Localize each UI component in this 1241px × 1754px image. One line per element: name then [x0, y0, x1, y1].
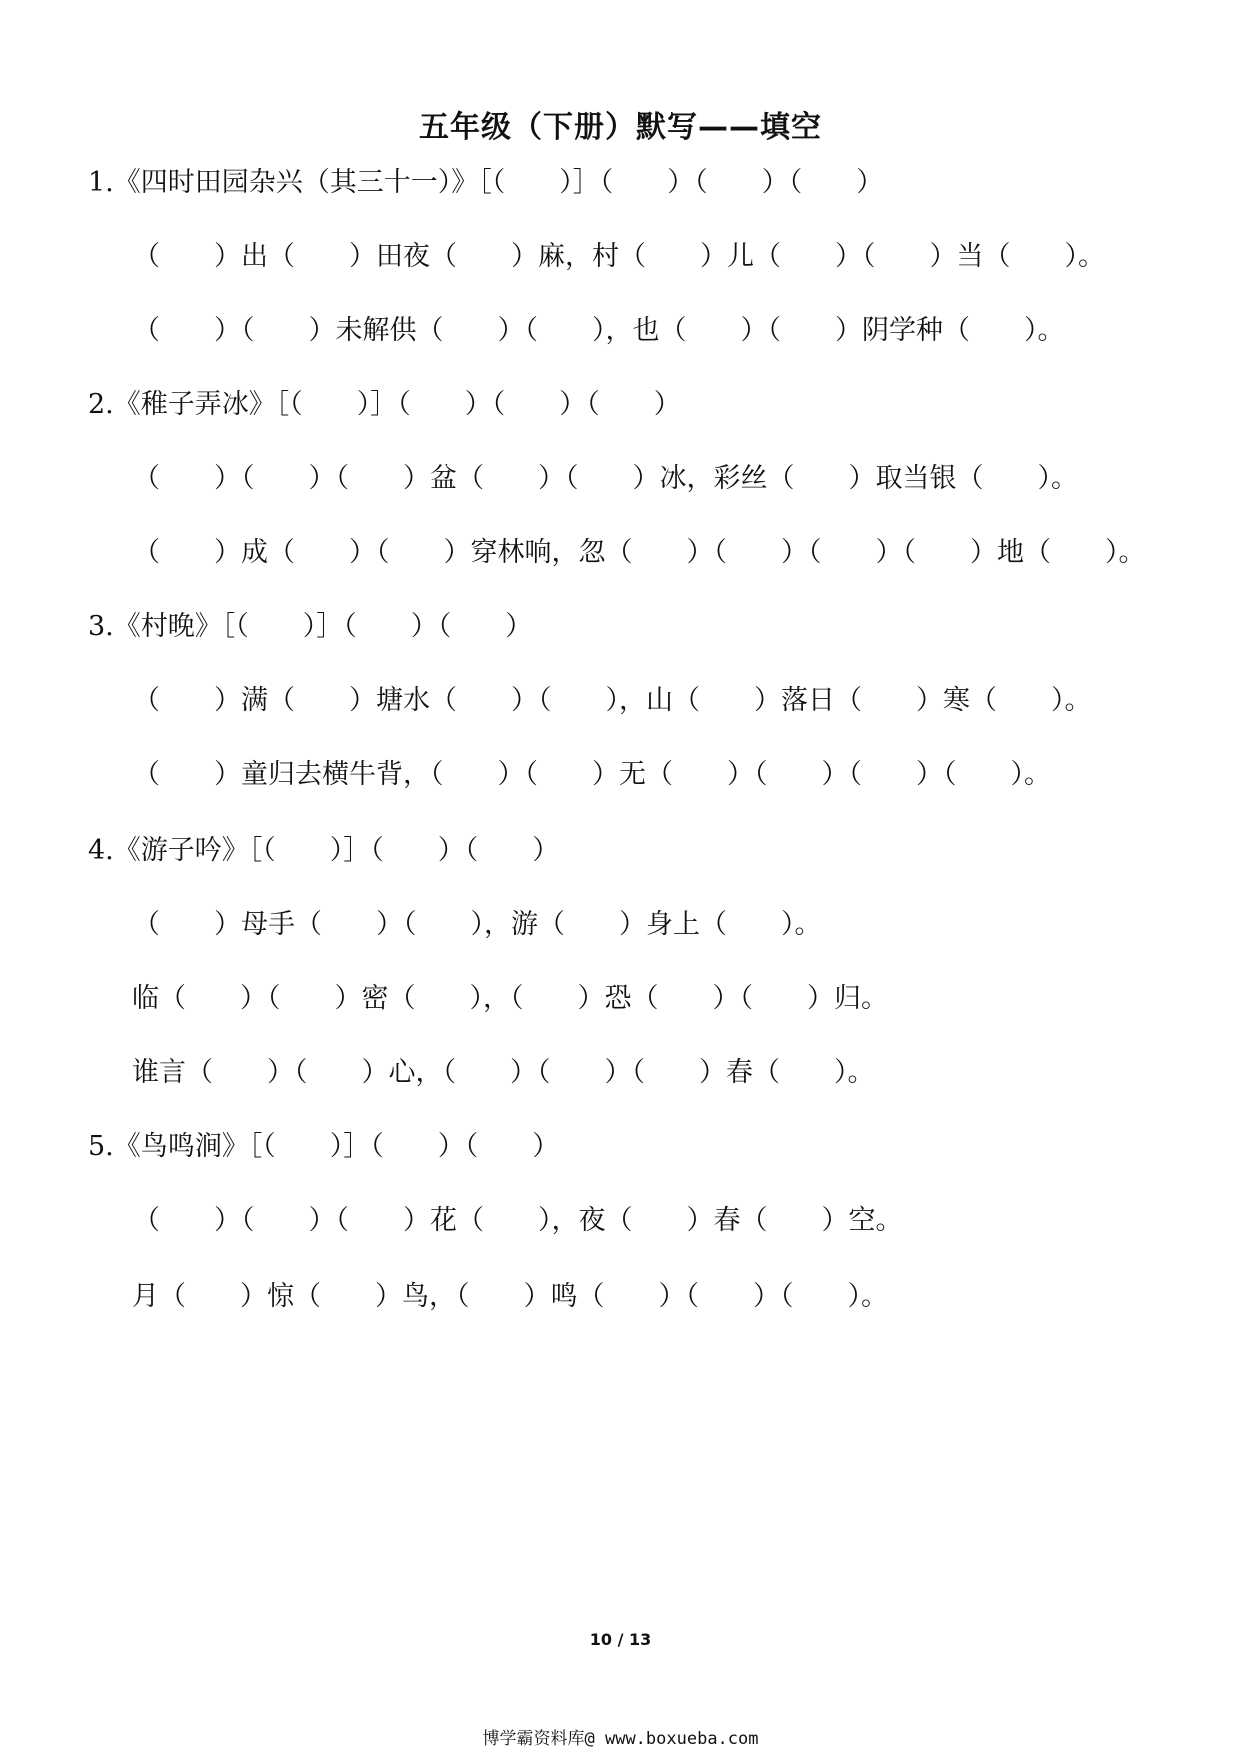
poem-4-line-2: 临（ ）（ ）密（ ），（ ）恐（ ）（ ）归。 [132, 983, 888, 1014]
poem-4-heading: 4.《游子吟》［（ ）］（ ）（ ） [88, 835, 560, 866]
poem-2-line-1: （ ）（ ）（ ）盆（ ）（ ）冰，彩丝（ ）取当银（ ）。 [133, 463, 1078, 494]
poem-3-heading: 3.《村晚》［（ ）］（ ）（ ） [88, 611, 533, 642]
poem-3-line-2: （ ）童归去横牛背，（ ）（ ）无（ ）（ ）（ ）（ ）。 [133, 759, 1051, 790]
poem-5-line-2: 月（ ）惊（ ）鸟，（ ）鸣（ ）（ ）（ ）。 [132, 1281, 888, 1312]
footer-watermark: 博学霸资料库@ www.boxueba.com [482, 1729, 759, 1749]
poem-1-line-1: （ ）出（ ）田夜（ ）麻，村（ ）儿（ ）（ ）当（ ）。 [133, 241, 1105, 272]
poem-3-line-1: （ ）满（ ）塘水（ ）（ ），山（ ）落日（ ）寒（ ）。 [133, 685, 1092, 716]
page-title: 五年级（下册）默写——填空 [419, 110, 822, 145]
poem-2-line-2: （ ）成（ ）（ ）穿林响，忽（ ）（ ）（ ）（ ）地（ ）。 [133, 537, 1146, 568]
poem-2-heading: 2.《稚子弄冰》［（ ）］（ ）（ ）（ ） [88, 389, 681, 420]
poem-1-line-2: （ ）（ ）未解供（ ）（ ），也（ ）（ ）阴学种（ ）。 [133, 315, 1065, 346]
poem-5-heading: 5.《鸟鸣涧》［（ ）］（ ）（ ） [88, 1131, 560, 1162]
poem-5-line-1: （ ）（ ）（ ）花（ ），夜（ ）春（ ）空。 [133, 1205, 903, 1236]
poem-4-line-3: 谁言（ ）（ ）心，（ ）（ ）（ ）春（ ）。 [132, 1057, 875, 1088]
page-number: 10 / 13 [589, 1630, 652, 1649]
poem-1-heading: 1.《四时田园杂兴（其三十一）》［（ ）］（ ）（ ）（ ） [88, 167, 884, 198]
poem-4-line-1: （ ）母手（ ）（ ），游（ ）身上（ ）。 [133, 909, 822, 940]
